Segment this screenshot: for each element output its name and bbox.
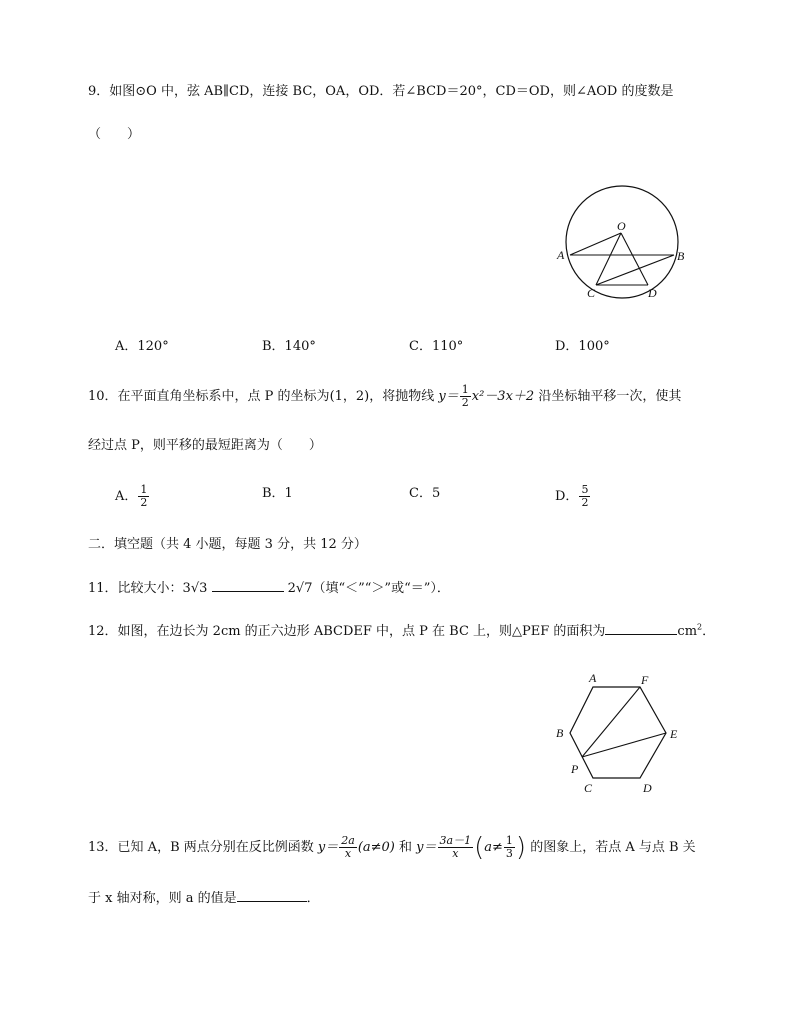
q12-pre: 12．如图，在边长为 2cm 的正六边形 ABCDEF 中，点 P 在 BC 上，则△PEF 的面积为 bbox=[88, 624, 606, 639]
q10-frac-den: 2 bbox=[461, 396, 469, 409]
q13-f2-fraction bbox=[438, 835, 474, 860]
q10-option-a-den: 2 bbox=[140, 496, 148, 509]
q12-label-C: C bbox=[584, 781, 593, 795]
q13-line2 bbox=[88, 887, 320, 909]
q10-stem-line2: 经过点 P，则平移的最短距离为（ ） bbox=[88, 438, 322, 453]
q9-option-a[interactable]: A．120° bbox=[115, 339, 169, 354]
q13-f2-cond-open-paren: ( bbox=[474, 832, 485, 863]
q9-label-O: O bbox=[617, 219, 626, 233]
q9-stem-line1: 9．如图⊙O 中，弦 AB∥CD，连接 BC，OA，OD．若∠BCD＝20°，CD＝OD，则∠AOD 的度数是 bbox=[88, 84, 674, 99]
q13-post: 的图象上，若点 A 与点 B 关 bbox=[530, 840, 696, 855]
q9-answer-paren: （ ） bbox=[88, 127, 141, 142]
q11-post: 2√7（填“＜”“＞”或“＝”）． bbox=[287, 581, 450, 596]
q9-label-D: D bbox=[648, 286, 657, 300]
q13-f2-cond-fraction bbox=[504, 835, 515, 860]
q13-f2-cond-num: 1 bbox=[505, 834, 513, 847]
q13-line2-end: ． bbox=[306, 891, 320, 906]
q13-f2-y: y＝ bbox=[416, 840, 437, 855]
section-2-heading: 二．填空题（共 4 小题，每题 3 分，共 12 分） bbox=[88, 537, 367, 552]
q10-option-a-num: 1 bbox=[140, 483, 148, 496]
q9-label-A: A bbox=[557, 248, 565, 262]
q12-label-B: B bbox=[556, 726, 564, 740]
q9-label-B: B bbox=[677, 249, 685, 263]
q10-stem-pre: 10．在平面直角坐标系中，点 P 的坐标为 bbox=[88, 389, 330, 404]
q12-end: ． bbox=[702, 624, 716, 639]
q13-f1-den: x bbox=[344, 847, 352, 860]
q12-label-A: A bbox=[589, 671, 597, 685]
q12-unit-sup: 2 bbox=[697, 622, 703, 632]
q13-f2-den: x bbox=[452, 847, 459, 860]
q13-f2-cond-pre: a≠ bbox=[484, 840, 503, 855]
q13-f1-fraction bbox=[339, 835, 357, 860]
q12-unit: cm bbox=[677, 624, 698, 639]
q10-eq-fraction bbox=[460, 384, 471, 409]
q9-option-b[interactable]: B．140° bbox=[262, 339, 316, 354]
q10-option-d[interactable] bbox=[555, 484, 591, 509]
q9-circle-figure bbox=[557, 185, 695, 305]
q10-option-d-num: 5 bbox=[581, 483, 589, 496]
q13-f1-num: 2a bbox=[341, 834, 355, 847]
q10-eq-rest: x²－3x＋2 bbox=[471, 389, 535, 404]
q11-line bbox=[88, 577, 450, 599]
q13-line2-pre: 于 x 轴对称，则 a 的值是 bbox=[88, 891, 237, 906]
q9-option-c[interactable]: C．110° bbox=[409, 339, 464, 354]
q12-label-D: D bbox=[643, 781, 652, 795]
q13-f1-cond: (a≠0) bbox=[357, 840, 395, 855]
q12-line bbox=[88, 620, 715, 642]
q13-answer-blank[interactable] bbox=[237, 887, 307, 902]
q10-stem-post: 沿坐标轴平移一次，使其 bbox=[538, 389, 682, 404]
q13-f2-num: 3a－1 bbox=[439, 834, 472, 847]
q13-line1 bbox=[88, 832, 696, 863]
q12-hexagon-figure bbox=[552, 670, 692, 800]
q13-f2-cond-close-paren: ) bbox=[515, 832, 527, 863]
q12-label-F: F bbox=[641, 673, 649, 687]
q13-mid: 和 bbox=[399, 840, 413, 855]
q12-label-P: P bbox=[571, 762, 579, 776]
q10-stem-line1 bbox=[88, 384, 681, 409]
q9-option-d[interactable]: D．100° bbox=[555, 339, 610, 354]
q11-pre: 11．比较大小：3√3 bbox=[88, 581, 208, 596]
q10-eq-y: y＝ bbox=[438, 389, 459, 404]
q13-pre: 13．已知 A，B 两点分别在反比例函数 bbox=[88, 840, 314, 855]
q13-f1-y: y＝ bbox=[317, 840, 339, 855]
q12-label-E: E bbox=[670, 727, 678, 741]
q10-option-d-label: D． bbox=[555, 489, 579, 504]
q11-answer-blank[interactable] bbox=[212, 577, 284, 592]
q10-option-b[interactable]: B．1 bbox=[262, 486, 293, 501]
q10-option-c[interactable]: C．5 bbox=[409, 486, 441, 501]
q10-option-a[interactable] bbox=[115, 484, 150, 509]
q10-option-a-label: A． bbox=[115, 489, 138, 504]
q10-option-d-fraction bbox=[579, 484, 590, 509]
q12-answer-blank[interactable] bbox=[605, 620, 677, 635]
q10-stem-mid: ，将抛物线 bbox=[369, 389, 435, 404]
q10-point: (1，2) bbox=[329, 389, 370, 404]
q10-option-d-den: 2 bbox=[581, 496, 589, 509]
q10-frac-num: 1 bbox=[461, 383, 469, 396]
q9-label-C: C bbox=[587, 286, 596, 300]
q13-f2-cond-den: 3 bbox=[505, 847, 513, 860]
q10-option-a-fraction bbox=[138, 484, 149, 509]
